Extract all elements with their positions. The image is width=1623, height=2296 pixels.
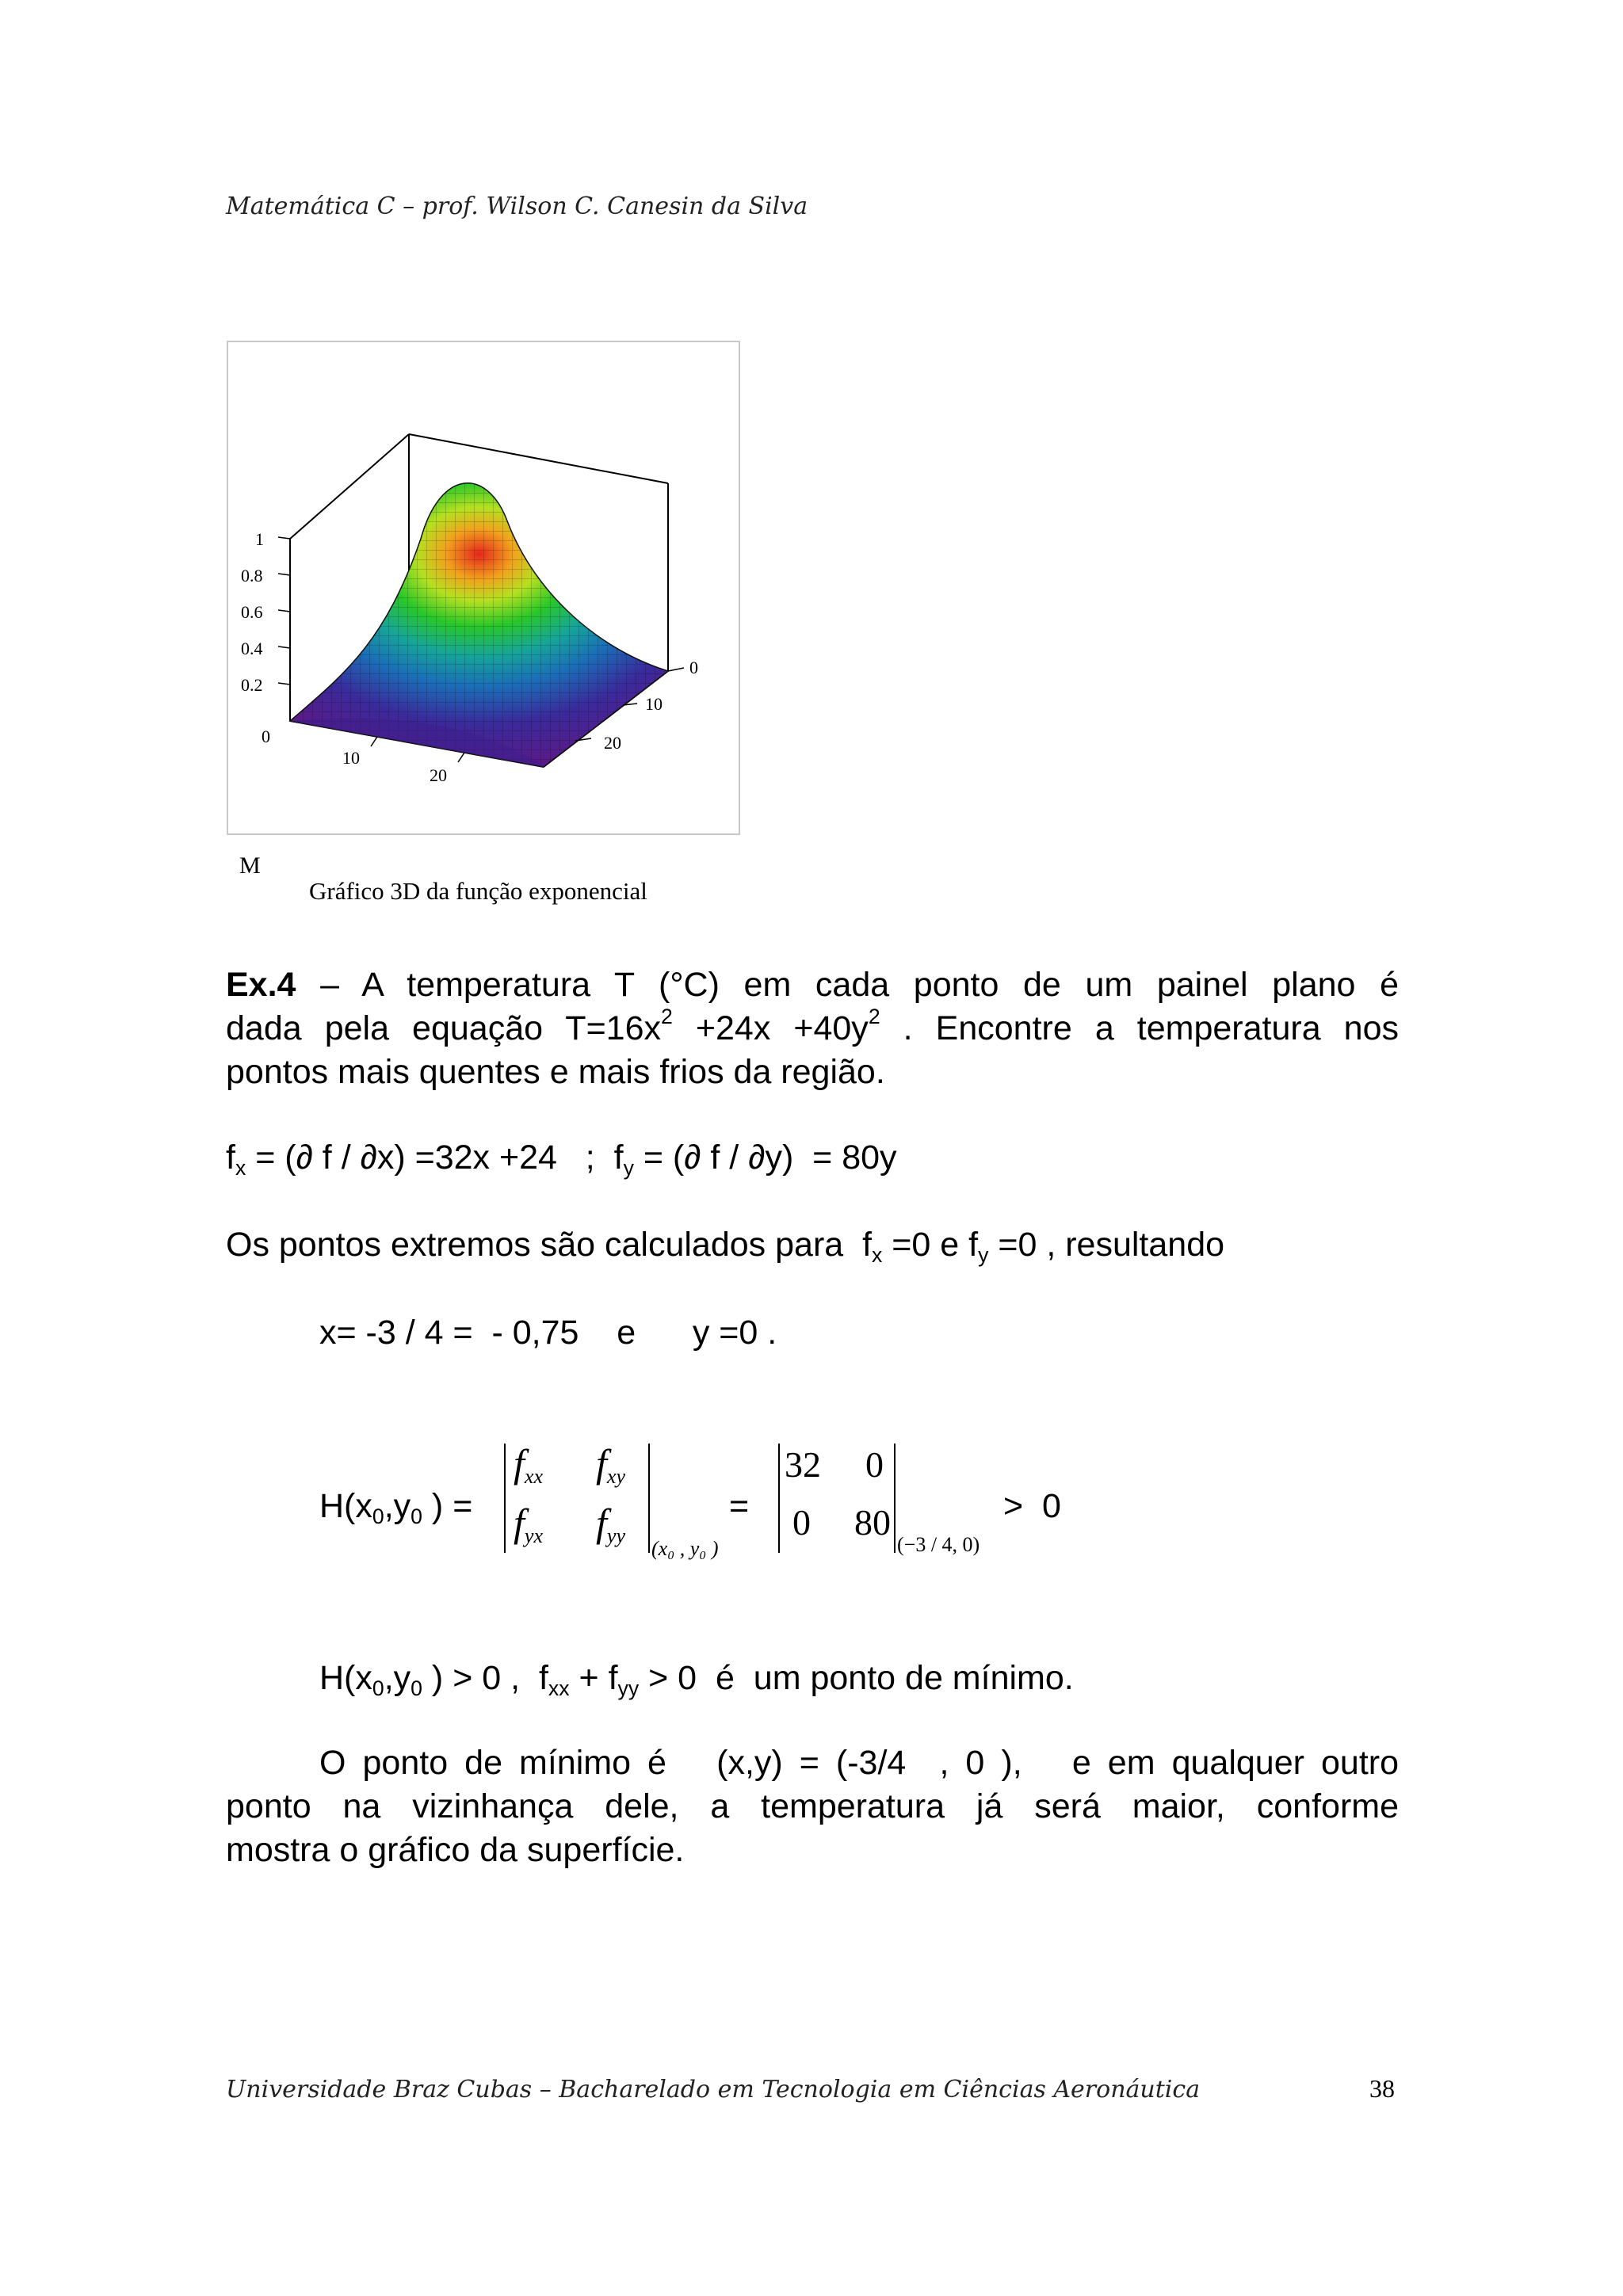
page-footer: Universidade Braz Cubas – Bacharelado em Tecnologia em Ciências Aeronáutica: [226, 2076, 1201, 2103]
z-tick-0.4: 0.4: [241, 639, 263, 658]
page-header: Matemática C – prof. Wilson C. Canesin da Silva: [226, 193, 808, 220]
x-tick-20: 20: [430, 765, 447, 785]
extremos-line: Os pontos extremos são calculados para $f_x =0$ e $f_y =0$ , resultando: [226, 1226, 1225, 1267]
y-tick-10: 10: [645, 694, 663, 714]
z-tick-1: 1: [255, 529, 264, 549]
critical-point-solution: x= -3 / 4 = - 0,75 e y =0 .: [319, 1314, 777, 1352]
page-number: 38: [1369, 2074, 1395, 2103]
z-tick-0.8: 0.8: [241, 566, 263, 585]
ex4-paragraph: Ex.4 – A temperatura T (°C) em cada ponto de um painel plano é dada pela equação $T=16x^2 +24x +40y^2$ . Encontre a temperatura nos pontos mais quentes e mais frios da região.: [226, 966, 1399, 1091]
ex4-label: Ex.4: [226, 966, 296, 1004]
x-tick-10: 10: [342, 748, 360, 768]
hessian-label: $H(x_0,y_0$ ) =: [319, 1487, 473, 1528]
hessian-greater-zero: > 0: [1003, 1487, 1061, 1525]
z-tick-0: 0: [262, 727, 270, 746]
minimum-criterion: $H(x_0,y_0$ ) > 0 , $f_{xx} + f_{yy} > 0$ é um ponto de mínimo.: [319, 1659, 1074, 1700]
y-tick-20: 20: [604, 733, 621, 753]
gaussian-surface: [290, 483, 668, 767]
z-tick-0.6: 0.6: [241, 602, 263, 622]
y-tick-0: 0: [689, 658, 698, 677]
figure-label-m: M: [239, 852, 261, 879]
conclusion-paragraph: O ponto de mínimo é (x,y) = (-3/4 , 0 ), e em qualquer outro ponto na vizinhança dele, a temperatura já será maior, conforme mostra o gráfico da superfície.: [226, 1744, 1399, 1869]
surface-plot: [227, 341, 740, 835]
figure-caption: Gráfico 3D da função exponencial: [309, 877, 647, 905]
z-tick-0.2: 0.2: [241, 675, 263, 695]
partial-derivatives: $f_x$ = (∂ f / ∂x) =32x +24 ; $f_y$ = (∂ f / ∂y) = 80y: [226, 1138, 897, 1180]
hessian-equals: =: [729, 1487, 750, 1525]
